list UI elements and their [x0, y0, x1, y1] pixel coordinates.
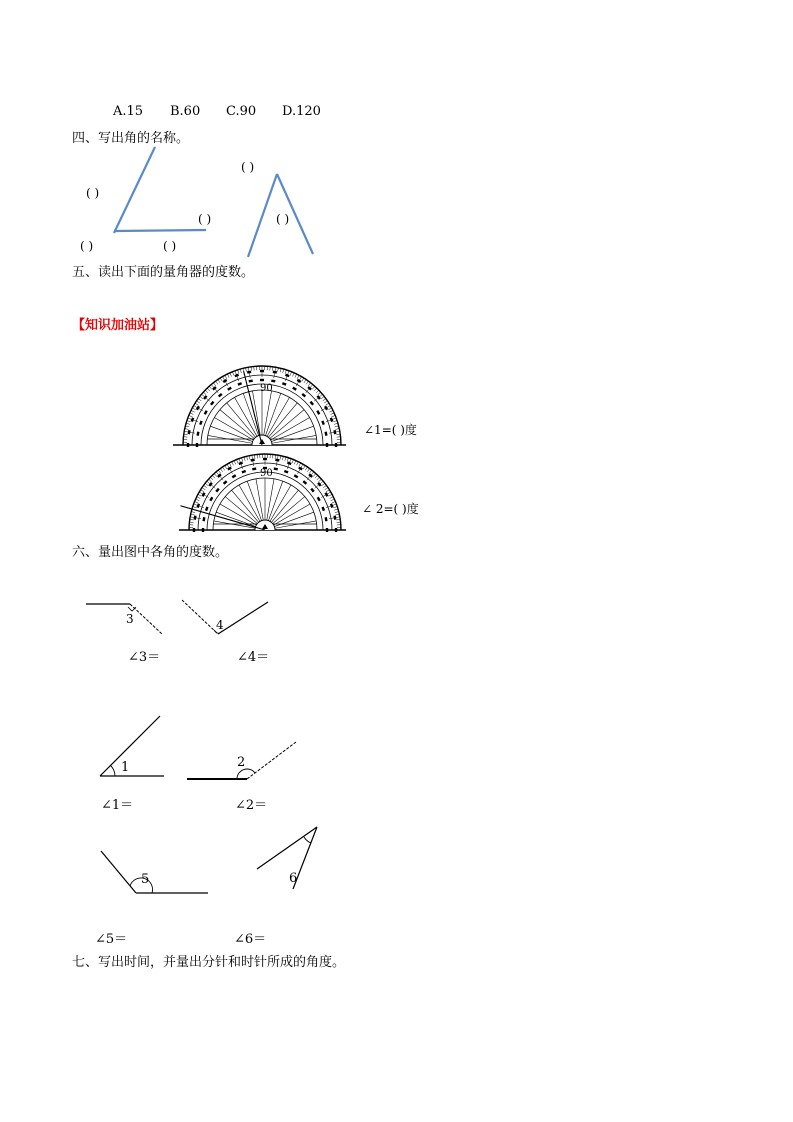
- angle-2-number: 2: [237, 755, 246, 770]
- answer-angle-5: ∠5＝: [95, 932, 128, 947]
- section-5-title: 五、读出下面的量角器的度数。: [72, 265, 255, 280]
- angle-1-number: 1: [121, 760, 130, 775]
- blank-4: ( ): [276, 212, 290, 226]
- answer-angle-1: ∠1＝: [101, 798, 134, 813]
- section-7-title: 七、写出时间，并量出分针和时针所成的角度。: [72, 955, 346, 970]
- angle-2-ray-2: [247, 742, 296, 779]
- angle-4-number: 4: [216, 618, 224, 632]
- angle-6-arc: [304, 837, 311, 843]
- angle-2-blank: ∠ 2=( )度: [362, 502, 419, 516]
- angle-5-ray-1: [101, 851, 136, 893]
- angle-5-number: 5: [141, 872, 150, 887]
- angle-6-ray-1: [257, 827, 317, 869]
- blank-1: ( ): [241, 160, 255, 174]
- blank-3: ( ): [198, 212, 212, 226]
- blank-2: ( ): [86, 186, 100, 200]
- section-4-title: 四、写出角的名称。: [72, 131, 190, 146]
- choice-c: C.90: [226, 104, 257, 119]
- answer-angle-2: ∠2＝: [235, 798, 268, 813]
- angle-1-arc: [110, 765, 115, 776]
- protractor-2-center-label: 90: [260, 468, 273, 479]
- choice-d: D.120: [282, 104, 321, 119]
- angle-3-number: 3: [126, 612, 134, 626]
- angle-6-number: 6: [289, 871, 298, 886]
- protractor-1-center-label: 90: [260, 383, 273, 394]
- angle-4-ray-1: [182, 600, 218, 634]
- blank-6: ( ): [163, 239, 177, 253]
- blank-5: ( ): [80, 239, 94, 253]
- choice-a: A.15: [113, 104, 144, 119]
- answer-angle-4: ∠4＝: [237, 650, 270, 665]
- choice-b: B.60: [170, 104, 201, 119]
- answer-angle-6: ∠6＝: [234, 932, 267, 947]
- angle-1-ray-2: [100, 716, 160, 776]
- answer-angle-3: ∠3＝: [128, 650, 161, 665]
- knowledge-tip-heading: 【知识加油站】: [72, 318, 164, 333]
- angle-4-ray-2: [218, 602, 268, 634]
- section-6-title: 六、量出图中各角的度数。: [72, 545, 229, 560]
- angle-1-blank: ∠1=( )度: [364, 423, 417, 437]
